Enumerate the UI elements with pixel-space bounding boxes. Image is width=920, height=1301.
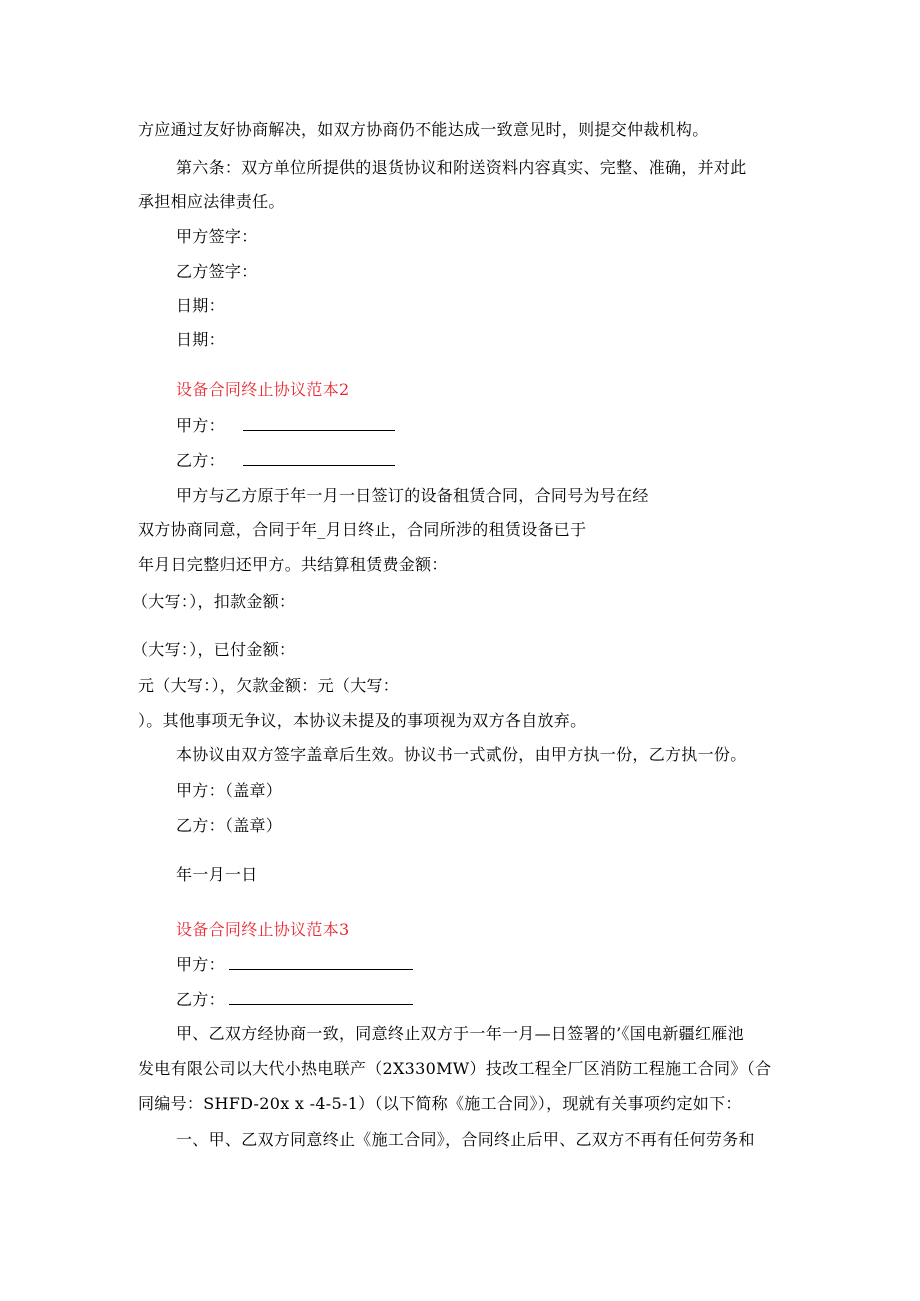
seal-label: 乙方：（盖章） (176, 816, 283, 835)
paragraph-line: 同编号：SHFD-20x x -4-5-1）（以下简称《施工合同》），现就有关事项约定如下： (138, 1094, 742, 1113)
paragraph-line: （大写：），已付金额： (132, 640, 296, 659)
date-label: 日期： (176, 330, 225, 349)
section-heading: 设备合同终止协议范本3 (176, 920, 350, 939)
signature-label: 甲方签字： (176, 227, 258, 246)
paragraph-line: 第六条：双方单位所提供的退货协议和附送资料内容真实、完整、准确，并对此 (176, 158, 747, 177)
party-a-label: 甲方： (176, 955, 225, 974)
paragraph-line: 甲、乙双方经协商一致，同意终止双方于一年一月—日签署的’《国电新疆红雁池 (176, 1024, 744, 1043)
paragraph-line: 一、甲、乙双方同意终止《施工合同》，合同终止后甲、乙双方不再有任何劳务和 (176, 1130, 755, 1149)
paragraph-line: ）。其他事项无争议，本协议未提及的事项视为双方各自放弃。 (138, 711, 587, 730)
party-a-label: 甲方： (176, 416, 225, 435)
seal-label: 甲方：（盖章） (176, 781, 283, 800)
paragraph-line: 本协议由双方签字盖章后生效。协议书一式贰份，由甲方执一份，乙方执一份。 (176, 745, 747, 764)
blank-underline (243, 451, 395, 466)
blank-underline (243, 416, 395, 431)
date-line: 年一月一日 (176, 865, 258, 884)
party-b-line (176, 990, 413, 1010)
blank-underline (229, 955, 413, 970)
paragraph-line: 双方协商同意，合同于年_月日终止，合同所涉的租赁设备已于 (138, 520, 587, 539)
party-b-line (176, 451, 395, 471)
paragraph-line: 方应通过友好协商解决，如双方协商仍不能达成一致意见时，则提交仲裁机构。 (138, 120, 709, 139)
blank-underline (229, 990, 413, 1005)
paragraph-line: 年月日完整归还甲方。共结算租赁费金额： (138, 555, 448, 574)
party-b-label: 乙方： (176, 451, 225, 470)
paragraph-line: 发电有限公司以大代小热电联产（2X330MW）技改工程全厂区消防工程施工合同》（合 (138, 1059, 772, 1078)
paragraph-line: 元（大写：），欠款金额：元（大写： (138, 676, 400, 695)
party-b-label: 乙方： (176, 990, 225, 1009)
section-heading: 设备合同终止协议范本2 (176, 380, 350, 399)
date-label: 日期： (176, 296, 225, 315)
paragraph-line: 承担相应法律责任。 (138, 192, 285, 211)
paragraph-line: 甲方与乙方原于年一月一日签订的设备租赁合同，合同号为号在经 (176, 486, 649, 505)
party-a-line (176, 416, 395, 436)
signature-label: 乙方签字： (176, 262, 258, 281)
party-a-line (176, 955, 413, 975)
paragraph-line: （大写：），扣款金额： (132, 592, 296, 611)
